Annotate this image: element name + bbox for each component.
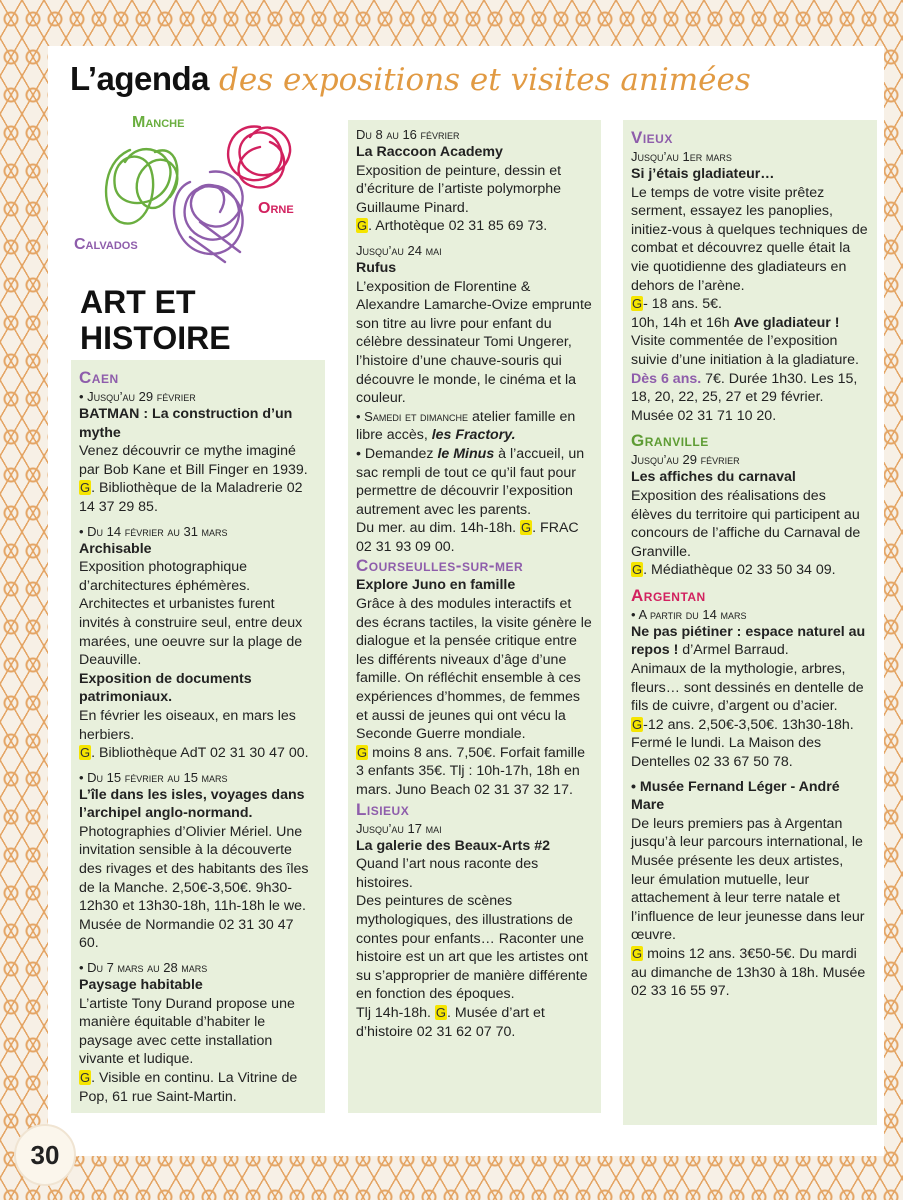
free-badge-icon: G [435,1004,446,1020]
event-info: G moins 8 ans. 7,50€. Forfait famille 3 enfants 35€. Tlj : 10h-17h, 18h en mars. Juno Beach 02 31 37 32 17. [356,744,585,798]
free-badge-icon: G [632,945,643,961]
free-badge-icon: G [632,562,643,578]
title-main: L’agenda [70,60,210,97]
event-title: La galerie des Beaux-Arts #2 [356,837,550,854]
free-badge-icon: G [80,745,91,761]
event-description: Quand l’art nous raconte des histoires. [356,856,539,891]
city-heading: Argentan [631,585,706,605]
normandy-scribble-map [70,112,320,272]
free-badge-icon: G [357,744,368,760]
region-label-calvados: Calvados [74,236,138,253]
event-bullet: • Samedi et dimanche atelier famille en libre accès, les Fractory. [356,408,576,444]
event-title: Ne pas piétiner : espace naturel au repos ! d’Armel Barraud. [631,623,866,659]
region-label-orne: Orne [258,200,294,217]
event-date: • Du 7 mars au 28 mars [79,960,208,976]
free-badge-icon: G [521,520,532,536]
section-title-line2: HISTOIRE [80,320,231,356]
event-date: • Du 14 février au 31 mars [79,523,228,539]
event-description: L’artiste Tony Durand propose une manière équitable d’habiter le paysage avec cette installation vivante et ludique. [79,995,295,1068]
region-label-manche: Manche [132,114,185,131]
event-date: Jusqu’au 1er mars [631,149,732,164]
event-info: G. Visible en continu. La Vitrine de Pop, 61 rue Saint-Martin. [79,1070,298,1105]
title-script: des expositions et visites animées [219,62,751,98]
column-middle [348,120,601,1113]
event-title: Les affiches du carnaval [631,469,796,486]
event-description: En février les oiseaux, en mars les herbiers. [79,707,296,743]
free-badge-icon: G [357,218,368,234]
event-description: Le temps de votre visite prêtez serment, essayez les panoplies, initiez-vous à quelques techniques de combat et découvrez quelle était la vie quotidienne des gladiateurs en dehors de l’arène. [631,184,868,294]
event-description: Grâce à des modules interactifs et des écrans tactiles, la visite génère le dialogue et la pensée critique entre les différents niveaux d’âge d’une famille. On réfléchit ensemble à ces expériences d’hommes, de femmes et aussi de jeunes qui ont vécu la Seconde Guerre mondiale. [356,596,592,743]
event-title: La Raccoon Academy [356,144,503,160]
city-heading: Lisieux [356,799,410,819]
event-description: De leurs premiers pas à Argentan jusqu’à leur parcours international, le Musée présente les deux artistes, leur émulation mutuelle, leur attachement à leur terre natale et l’influence de leur jeunesse dans leur œuvre. [631,815,865,944]
event-description: L’exposition de Florentine & Alexandre Lamarche-Ovize emprunte son titre au livre pour enfant du célèbre dessinateur Tomi Ungerer, l’histoire d’une chauve-souris qui découvre le monde, le cinéma et la couleur. [356,278,592,407]
event-subtitle: Exposition de documents patrimoniaux. [79,670,252,706]
event-date: Jusqu’au 17 mai [356,820,442,836]
event-info: G. Arthotèque 02 31 85 69 73. [357,218,548,235]
event-info: Tlj 14h-18h. G. Musée d’art et d’histoire 02 31 62 07 70. [356,1004,545,1040]
event-info: G moins 12 ans. 3€50-5€. Du mardi au dimanche de 13h30 à 18h. Musée 02 33 16 55 97. [631,945,866,1000]
free-badge-icon: G [80,1070,91,1085]
event-description: Exposition photographique d’architectures éphémères. Architectes et urbanistes furent invités à construire seul, entre deux marées, une oeuvre sur la plage de Deauville. [79,559,303,669]
column-caen [71,360,325,1113]
event-info: Dès 6 ans. 7€. Durée 1h30. Les 15, 18, 20, 22, 25, 27 et 29 février. Musée 02 31 71 10 20. [631,370,858,424]
city-heading: Vieux [631,128,673,147]
event-date: • Jusqu’au 29 février [79,389,196,404]
city-heading: Caen [79,368,119,387]
event-date: Jusqu’au 24 mai [356,242,442,258]
event-description: Photographies d’Olivier Mériel. Une invitation sensible à la découverte des rivages et des habitants des îles de la Manche. 2,50€-3,50€. 9h30-12h30 et 13h30-18h, 11h-18h le we. Musée de Normandie 02 31 30 47 60. [79,823,309,952]
city-heading: Courseulles-sur-mer [356,556,524,576]
event-date: • A partir du 14 mars [631,606,747,622]
event-info: G. Médiathèque 02 33 50 34 09. [632,562,836,579]
event-title: BATMAN : La construction d’un mythe [79,406,293,441]
event-description: Exposition des réalisations des élèves du territoire qui participent au concours de l’affiche du Carnaval de Granville. [631,487,861,560]
event-title: Paysage habitable [79,977,203,994]
event-info: Du mer. au dim. 14h-18h. G. FRAC 02 31 93 09 00. [356,520,579,555]
column-right [623,120,877,1125]
event-title: L’île dans les isles, voyages dans l’archipel anglo-normand. [79,786,305,822]
section-title-line1: ART ET [80,284,196,320]
free-badge-icon: G [80,480,91,496]
event-description: Des peintures de scènes mythologiques, des illustrations de contes pour enfants… Raconter une histoire est un art que les artistes ont su s’approprier de manière différente en fonction des époques. [356,893,588,1003]
event-date: Du 8 au 16 février [356,127,460,142]
event-info: G- 18 ans. 5€. [632,296,722,313]
free-badge-icon: G [632,716,643,732]
event-bullet: • Demandez le Minus à l’accueil, un sac rempli de tout ce qu’il faut pour permettre de découvrir l’exposition autrement avec les parents. [356,445,585,518]
page-number: 30 [14,1124,76,1186]
event-title: Explore Juno en famille [356,577,516,594]
section-title [80,284,320,356]
event-info: G. Bibliothèque AdT 02 31 30 47 00. [80,745,309,762]
event-title: • Musée Fernand Léger - André Mare [631,778,840,814]
city-heading: Granville [631,431,709,451]
event-description: Exposition de peinture, dessin et d’écriture de l’artiste polymorphe Guillaume Pinard. [356,162,562,216]
event-description: Animaux de la mythologie, arbres, fleurs… sont dessinés en dentelle de fils de cuivre, d’argent ou d’acier. [631,661,864,715]
event-title: Rufus [356,259,397,276]
event-description: Venez découvrir ce mythe imaginé par Bob Kane et Bill Finger en 1939. [79,443,308,478]
event-description: 10h, 14h et 16h Ave gladiateur ! Visite commentée de l’exposition suivie d’une initiation à la gladiature. [631,314,859,368]
event-date: • Du 15 février au 15 mars [79,769,228,785]
page-title [70,60,751,98]
event-date: Jusqu’au 29 février [631,452,740,468]
event-info: G. Bibliothèque de la Maladrerie 02 14 37 29 85. [79,480,303,515]
free-badge-icon: G [632,296,643,312]
event-info: G-12 ans. 2,50€-3,50€. 13h30-18h. Fermé le lundi. La Maison des Dentelles 02 33 67 50 78. [631,716,854,771]
event-title: Si j’étais gladiateur… [631,166,775,182]
event-title: Archisable [79,540,152,557]
